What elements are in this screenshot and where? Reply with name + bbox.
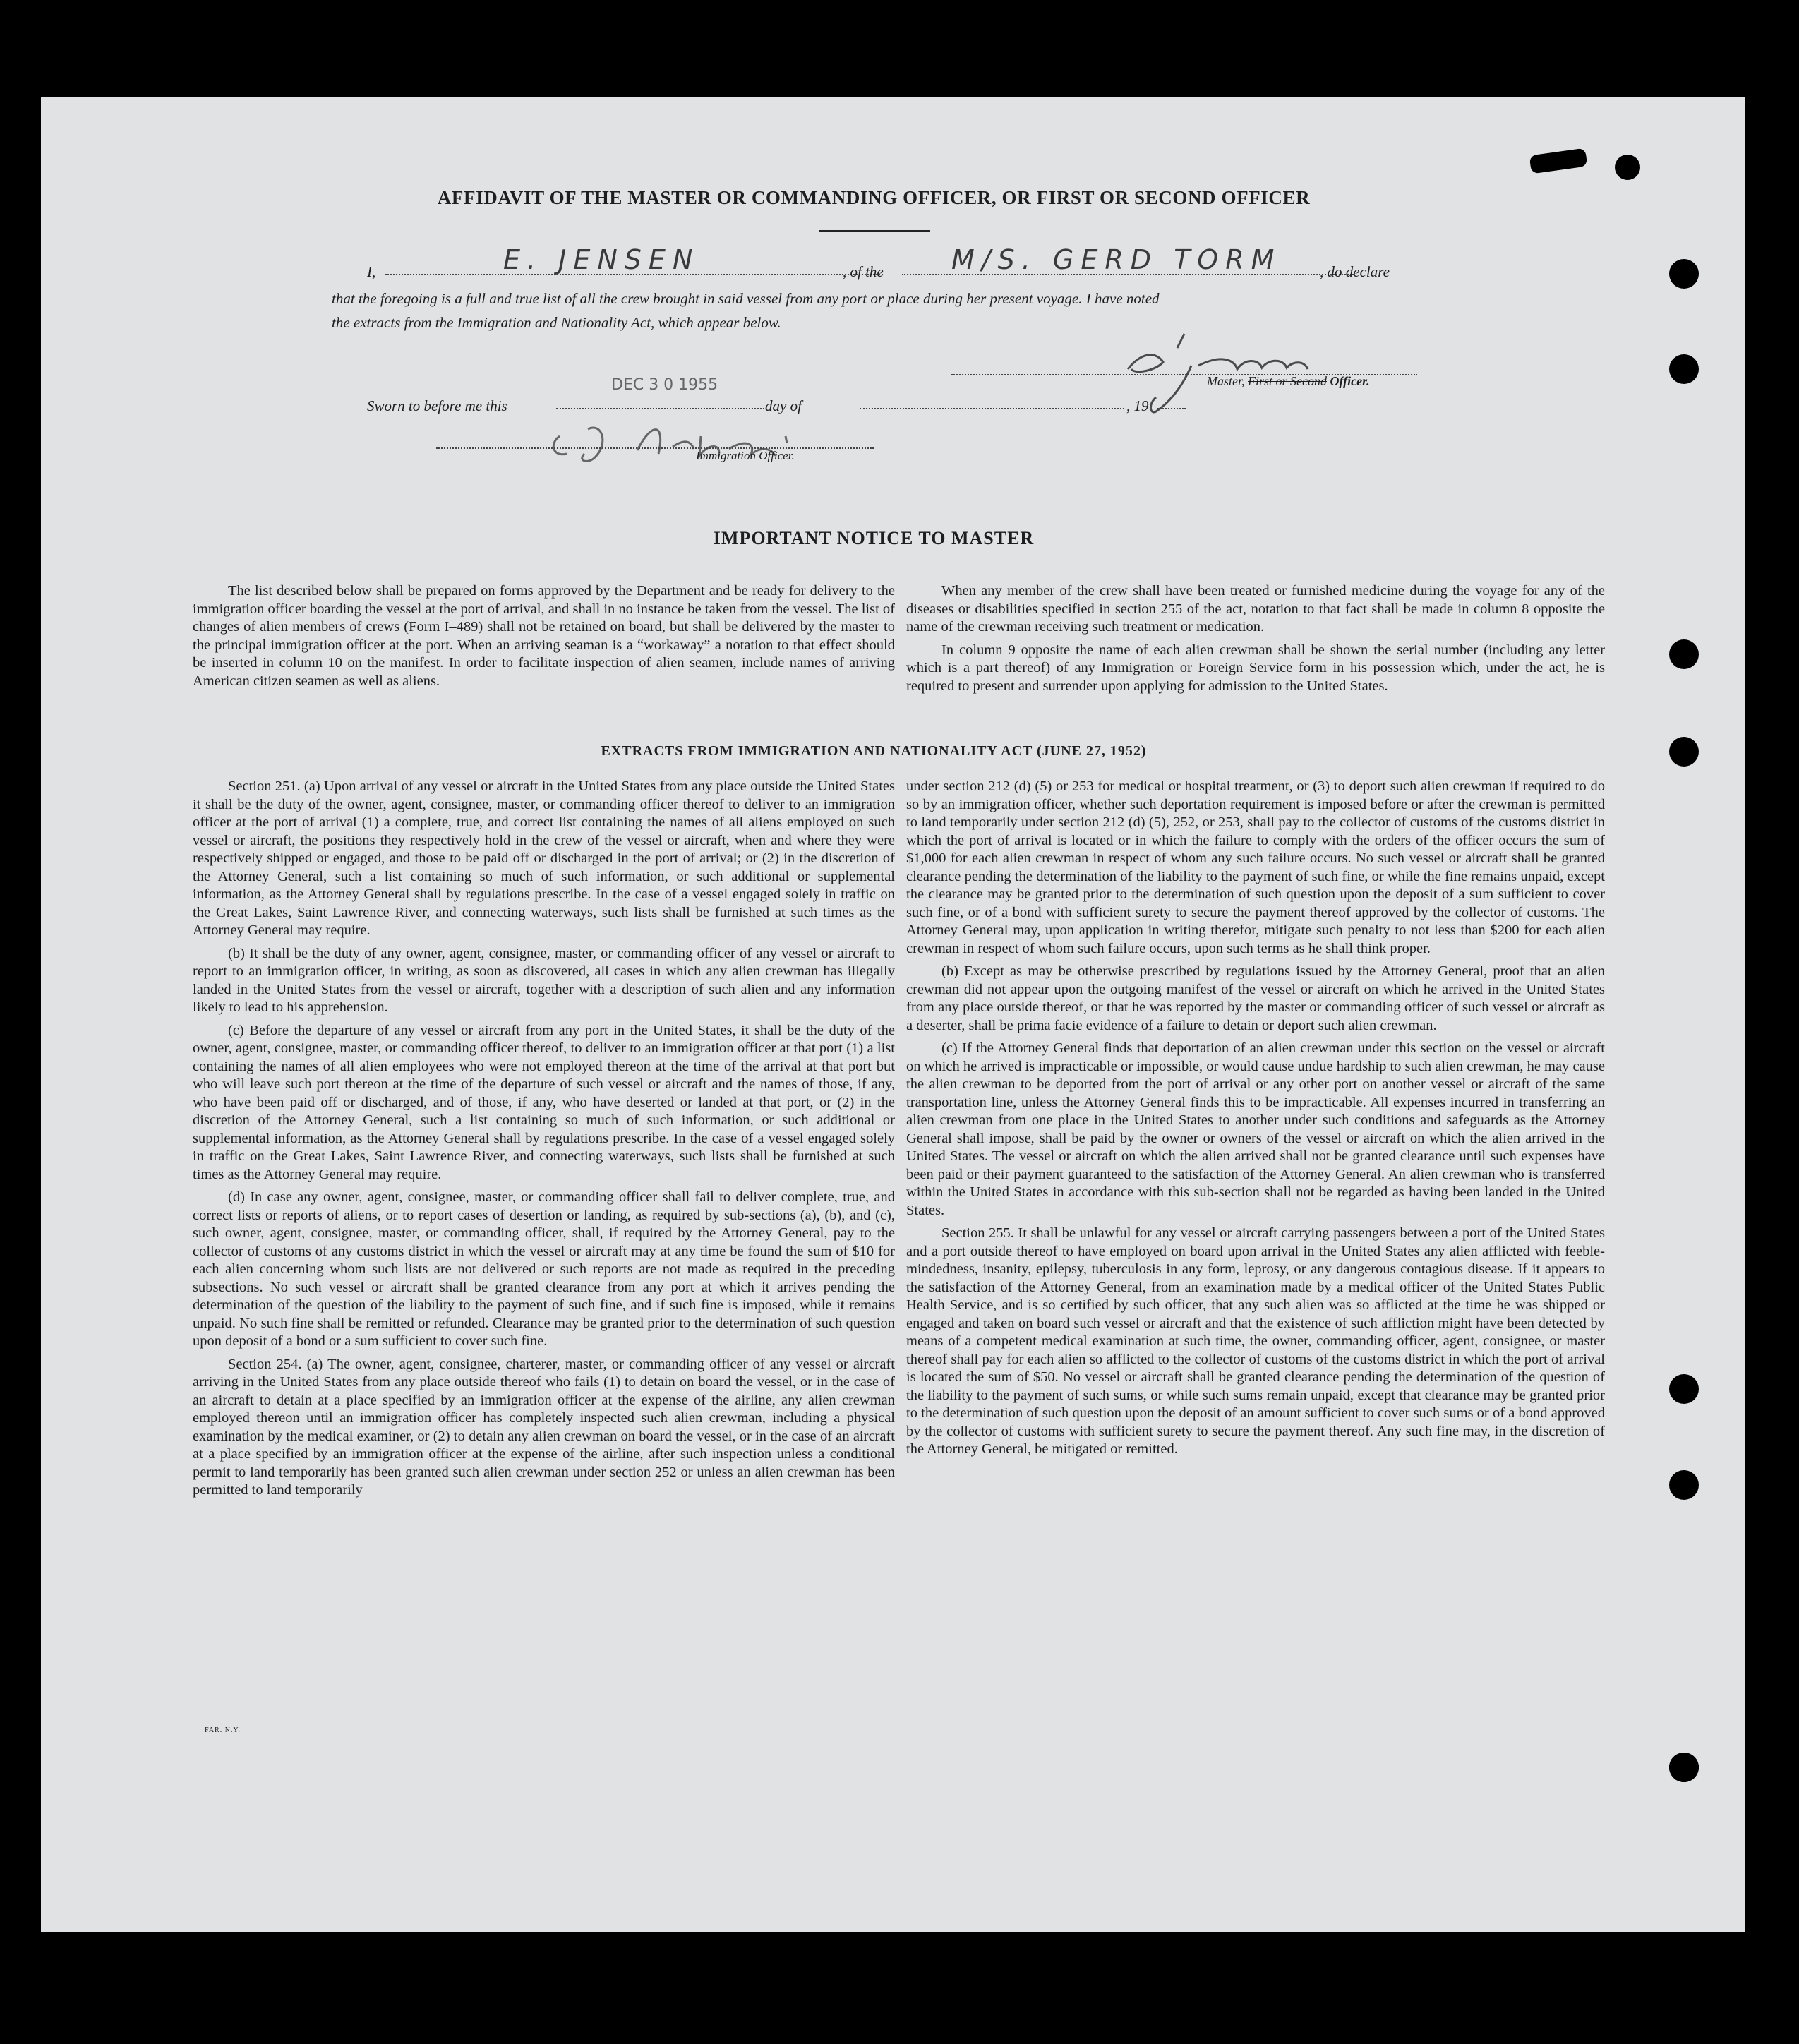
extracts-left-column xyxy=(193,778,895,1505)
document-page xyxy=(41,97,1745,1932)
notice-left-paragraph: The list described below shall be prepared on forms approved by the Department and be ready for delivery to the immigration officer boarding the vessel at the port of arrival, and shall in no instance be taken from the vessel. The list of changes of alien members of crews (Form I–489) shall not be retained on board, but shall be delivered by the master to the principal immigration officer at the port. When an arriving seaman is a “workaway” a notation to that effect should be inserted in column 10 on the manifest. In order to facilitate inspection of alien seamen, include names of arriving American citizen seamen as well as aliens. xyxy=(193,583,895,689)
sworn-day-line xyxy=(556,408,764,409)
extracts-right-column xyxy=(906,778,1605,1464)
declaration-suffix: , do declare xyxy=(1320,263,1390,280)
punch-hole-icon xyxy=(1615,155,1640,180)
section-251-c: (c) Before the departure of any vessel or aircraft from any port in the United States, it shall be the duty of the owner, agent, consignee, master, or commanding officer thereof, to deliver to an immigration officer at that port (1) a list containing the names of all alien employees who were not employed thereon at the time of the arrival at that port but who will leave such port thereon at the time of the departure of such vessel or aircraft and the names of those, if any, who have been paid off or discharged, and of those, if any, who have deserted or landed at that port, or (2) in the discretion of the Attorney General, such a list containing so much of such information, or such additional or supplemental information, as the Attorney General shall by regulations prescribe. In the case of a vessel engaged solely in traffic on the Great Lakes, Saint Lawrence River, and connecting waterways, such lists shall be furnished at such times as the Attorney General may require. xyxy=(193,1022,895,1182)
date-stamp: DEC 3 0 1955 xyxy=(611,376,718,394)
year-prefix: , 19 xyxy=(1126,397,1149,414)
day-of-label: day of xyxy=(765,397,802,414)
immigration-officer-label: Immigration Officer. xyxy=(696,449,795,462)
section-254-a: Section 254. (a) The owner, agent, consignee, charterer, master, or commanding officer of any vessel or aircraft arriving in the United States from any place outside thereof who fails (1) to detain on board the vessel, or in the case of an aircraft to detain at a place specified by an immigration officer at the expense of the airline, any alien crewman employed thereon until an immigration officer has completely inspected such alien crewman, including a physical examination by the medical examiner, or (2) to detain any alien crewman on board the vessel, or in the case of an aircraft at a place specified by an immigration officer at the expense of the airline, after such inspection unless a conditional permit to land temporarily has been granted such alien crewman under section 252 or unless an alien crewman has been permitted to land temporarily xyxy=(193,1356,895,1498)
declaration-line-3: the extracts from the Immigration and Nationality Act, which appear below. xyxy=(332,314,781,331)
section-255: Section 255. It shall be unlawful for any vessel or aircraft carrying passengers between a port of the United States and a port outside thereof to have employed on board upon arrival in the United States any alien afflicted with feeble-mindedness, insanity, epilepsy, tuberculosis in any form, leprosy, or any dangerous contagious disease. If it appears to the satisfaction of the Attorney General, from an examination made by a medical officer of the United States Public Health Service, and is so certified by such officer, that any such alien was so afflicted at the time he was shipped or engaged and taken on board such vessel or aircraft and that the existence of such affliction might have been detected by means of a competent medical examination at such time, the owner, commanding officer, agent, consignee, or master thereof shall pay for each alien so afflicted to the collector of customs of the customs district in which the port of arrival is located the sum of $50. No vessel or aircraft shall be granted clearance pending the determination of the question of the liability to the payment of such sums, or while such sums remain unpaid, except that clearance may be granted prior to the determination of such question upon the deposit of an amount sufficient to cover such sums or of a bond approved by the collector of customs with sufficient surety to secure the payment thereof. Any such fine may, in the discretion of the Attorney General, be mitigated or remitted. xyxy=(906,1225,1605,1457)
officer-name-handwritten: E. JENSEN xyxy=(503,244,700,275)
section-254-a-continued: under section 212 (d) (5) or 253 for medical or hospital treatment, or (3) to deport such alien crewman if required to do so by an immigration officer, whether such deportation requirement is imposed before or after the crewman is permitted to land temporarily under section 212 (d) (5), 252, or 253, shall pay to the collector of customs of the customs district in which the port of arrival is located or in which the failure to comply with the orders of the officer occurs the sum of $1,000 for each alien crewman in respect of whom any such failure occurs. No such vessel or aircraft shall be granted clearance pending the determination of the liability to the payment of such fine, or while the fine remains unpaid, except the clearance may be granted prior to the determination of such question upon the deposit of a sum sufficient to cover such fine, or of a bond with sufficient surety to secure the payment thereof approved by the collector of customs. The Attorney General may, upon application in writing therefor, mitigate such penalty to not less than $200 for each alien crewman in respect of whom such failure occurs, upon such terms as he shall think proper. xyxy=(906,778,1605,956)
notice-right-column xyxy=(906,582,1605,700)
officer-label: Officer. xyxy=(1330,374,1370,388)
notice-right-paragraph-1: When any member of the crew shall have been treated or furnished medicine during the voyage for any of the diseases or disabilities specified in section 255 of the act, notation to that fact shall be made in column 8 opposite the name of the crewman receiving such treatment or medication. xyxy=(906,583,1605,635)
master-label: Master, xyxy=(1207,374,1245,388)
title-divider xyxy=(819,230,930,232)
immigration-officer-line xyxy=(436,447,874,449)
punch-hole-icon xyxy=(1669,1374,1699,1404)
affidavit-title: AFFIDAVIT OF THE MASTER OR COMMANDING OFFICER, OR FIRST OR SECOND OFFICER xyxy=(437,187,1311,208)
officer-title-group xyxy=(1207,374,1370,389)
notice-title: IMPORTANT NOTICE TO MASTER xyxy=(713,528,1035,548)
declaration-mid: , of the xyxy=(843,263,884,280)
ink-blot xyxy=(1529,148,1588,174)
year-line xyxy=(1157,408,1186,409)
punch-hole-icon xyxy=(1669,737,1699,766)
section-251-a: Section 251. (a) Upon arrival of any vessel or aircraft in the United States from any place outside the United States it shall be the duty of the owner, agent, consignee, master, or commanding officer thereof to deliver to an immigration officer at the port of arrival (1) a complete, true, and correct list containing the names of all aliens employed on such vessel or aircraft, the positions they respectively hold in the crew of the vessel or aircraft, when and where they were respectively shipped or engaged, and those to be paid off or discharged in the port of arrival; or (2) in the discretion of the Attorney General, such a list containing so much of such information, or such additional or supplemental information, as the Attorney General shall by regulations prescribe. In the case of a vessel engaged solely in traffic on the Great Lakes, Saint Lawrence River, and connecting waterways, such lists shall be furnished at such times as the Attorney General may require. xyxy=(193,778,895,938)
section-251-d: (d) In case any owner, agent, consignee, master, or commanding officer shall fail to deliver complete, true, and correct lists or reports of aliens, or to report cases of desertion or landing, as required by sub-sections (a), (b), and (c), such owner, agent, consignee, master, or commanding officer, shall, if required by the Attorney General, pay to the collector of customs of any customs district in which the vessel or aircraft may at any time be found the sum of $10 for each alien concerning whom such lists are not delivered or such reports are not made as required in the preceding subsections. No such vessel or aircraft shall be granted clearance from any port at which it arrives pending the determination of the question of the liability to the payment of such fine, and if such fine is imposed, while it remains unpaid. No such fine shall be remitted or refunded. Clearance may be granted prior to the determination of such question upon deposit of a bond or a sum sufficient to cover such fine. xyxy=(193,1189,895,1349)
extracts-title: EXTRACTS FROM IMMIGRATION AND NATIONALITY ACT (JUNE 27, 1952) xyxy=(601,743,1147,759)
declaration-line-2: that the foregoing is a full and true list of all the crew brought in said vessel from any port or place during her present voyage. I have noted xyxy=(332,290,1160,307)
section-254-b: (b) Except as may be otherwise prescribed by regulations issued by the Attorney General, proof that an alien crewman did not appear upon the outgoing manifest of the vessel or aircraft on which he arrived in the United States from any place outside thereof, or that he was reported by the master or commanding officer of such vessel or aircraft as a deserter, shall be prima facie evidence of a failure to detain or deport such alien crewman. xyxy=(906,963,1605,1033)
punch-hole-icon xyxy=(1669,639,1699,669)
punch-hole-icon xyxy=(1669,354,1699,384)
punch-hole-icon xyxy=(1669,259,1699,289)
section-251-b: (b) It shall be the duty of any owner, agent, consignee, master, or commanding officer of any vessel or aircraft to report to an immigration officer, in writing, as soon as discovered, all cases in which any alien crewman has illegally landed in the United States from the vessel or aircraft, together with a description of such alien and any information likely to lead to his apprehension. xyxy=(193,945,895,1015)
vessel-name-handwritten: M/S. GERD TORM xyxy=(951,244,1282,275)
officer-signature-icon xyxy=(546,415,842,471)
sworn-prefix: Sworn to before me this xyxy=(367,397,507,414)
notice-left-column xyxy=(193,582,895,695)
section-254-c: (c) If the Attorney General finds that deportation of an alien crewman under this section on the vessel or aircraft on which he arrived is impracticable or impossible, or would cause undue hardship to such alien crewman, he may cause the alien crewman to be deported from the port of arrival or any other port on another vessel or aircraft of the same transportation line, unless the Attorney General finds this to be impracticable. All expenses incurred in transferring an alien crewman from one place in the United States to another under such conditions and safeguards as the Attorney General shall impose, shall be paid by the owner or owners of the vessel or aircraft on which the alien arrived in the United States. The vessel or aircraft on which the alien arrived shall not be granted clearance until such expenses have been paid or their payment guaranteed to the satisfaction of the Attorney General. An alien crewman who is transferred within the United States in accordance with this sub-section shall not be regarded as having been landed in the United States. xyxy=(906,1040,1605,1218)
month-line xyxy=(860,408,1124,409)
printer-mark: FAR. N.Y. xyxy=(205,1726,241,1734)
declaration-prefix: I, xyxy=(367,263,376,280)
punch-hole-icon xyxy=(1669,1753,1699,1782)
notice-right-paragraph-2: In column 9 opposite the name of each alien crewman shall be shown the serial number (including any letter which is a part thereof) of any Immigration or Foreign Service form in his possession which, under the act, he is required to present and surrender upon applying for admission to the United States. xyxy=(906,642,1605,694)
struck-rank-label: First or Second xyxy=(1248,374,1327,388)
punch-hole-icon xyxy=(1669,1470,1699,1500)
